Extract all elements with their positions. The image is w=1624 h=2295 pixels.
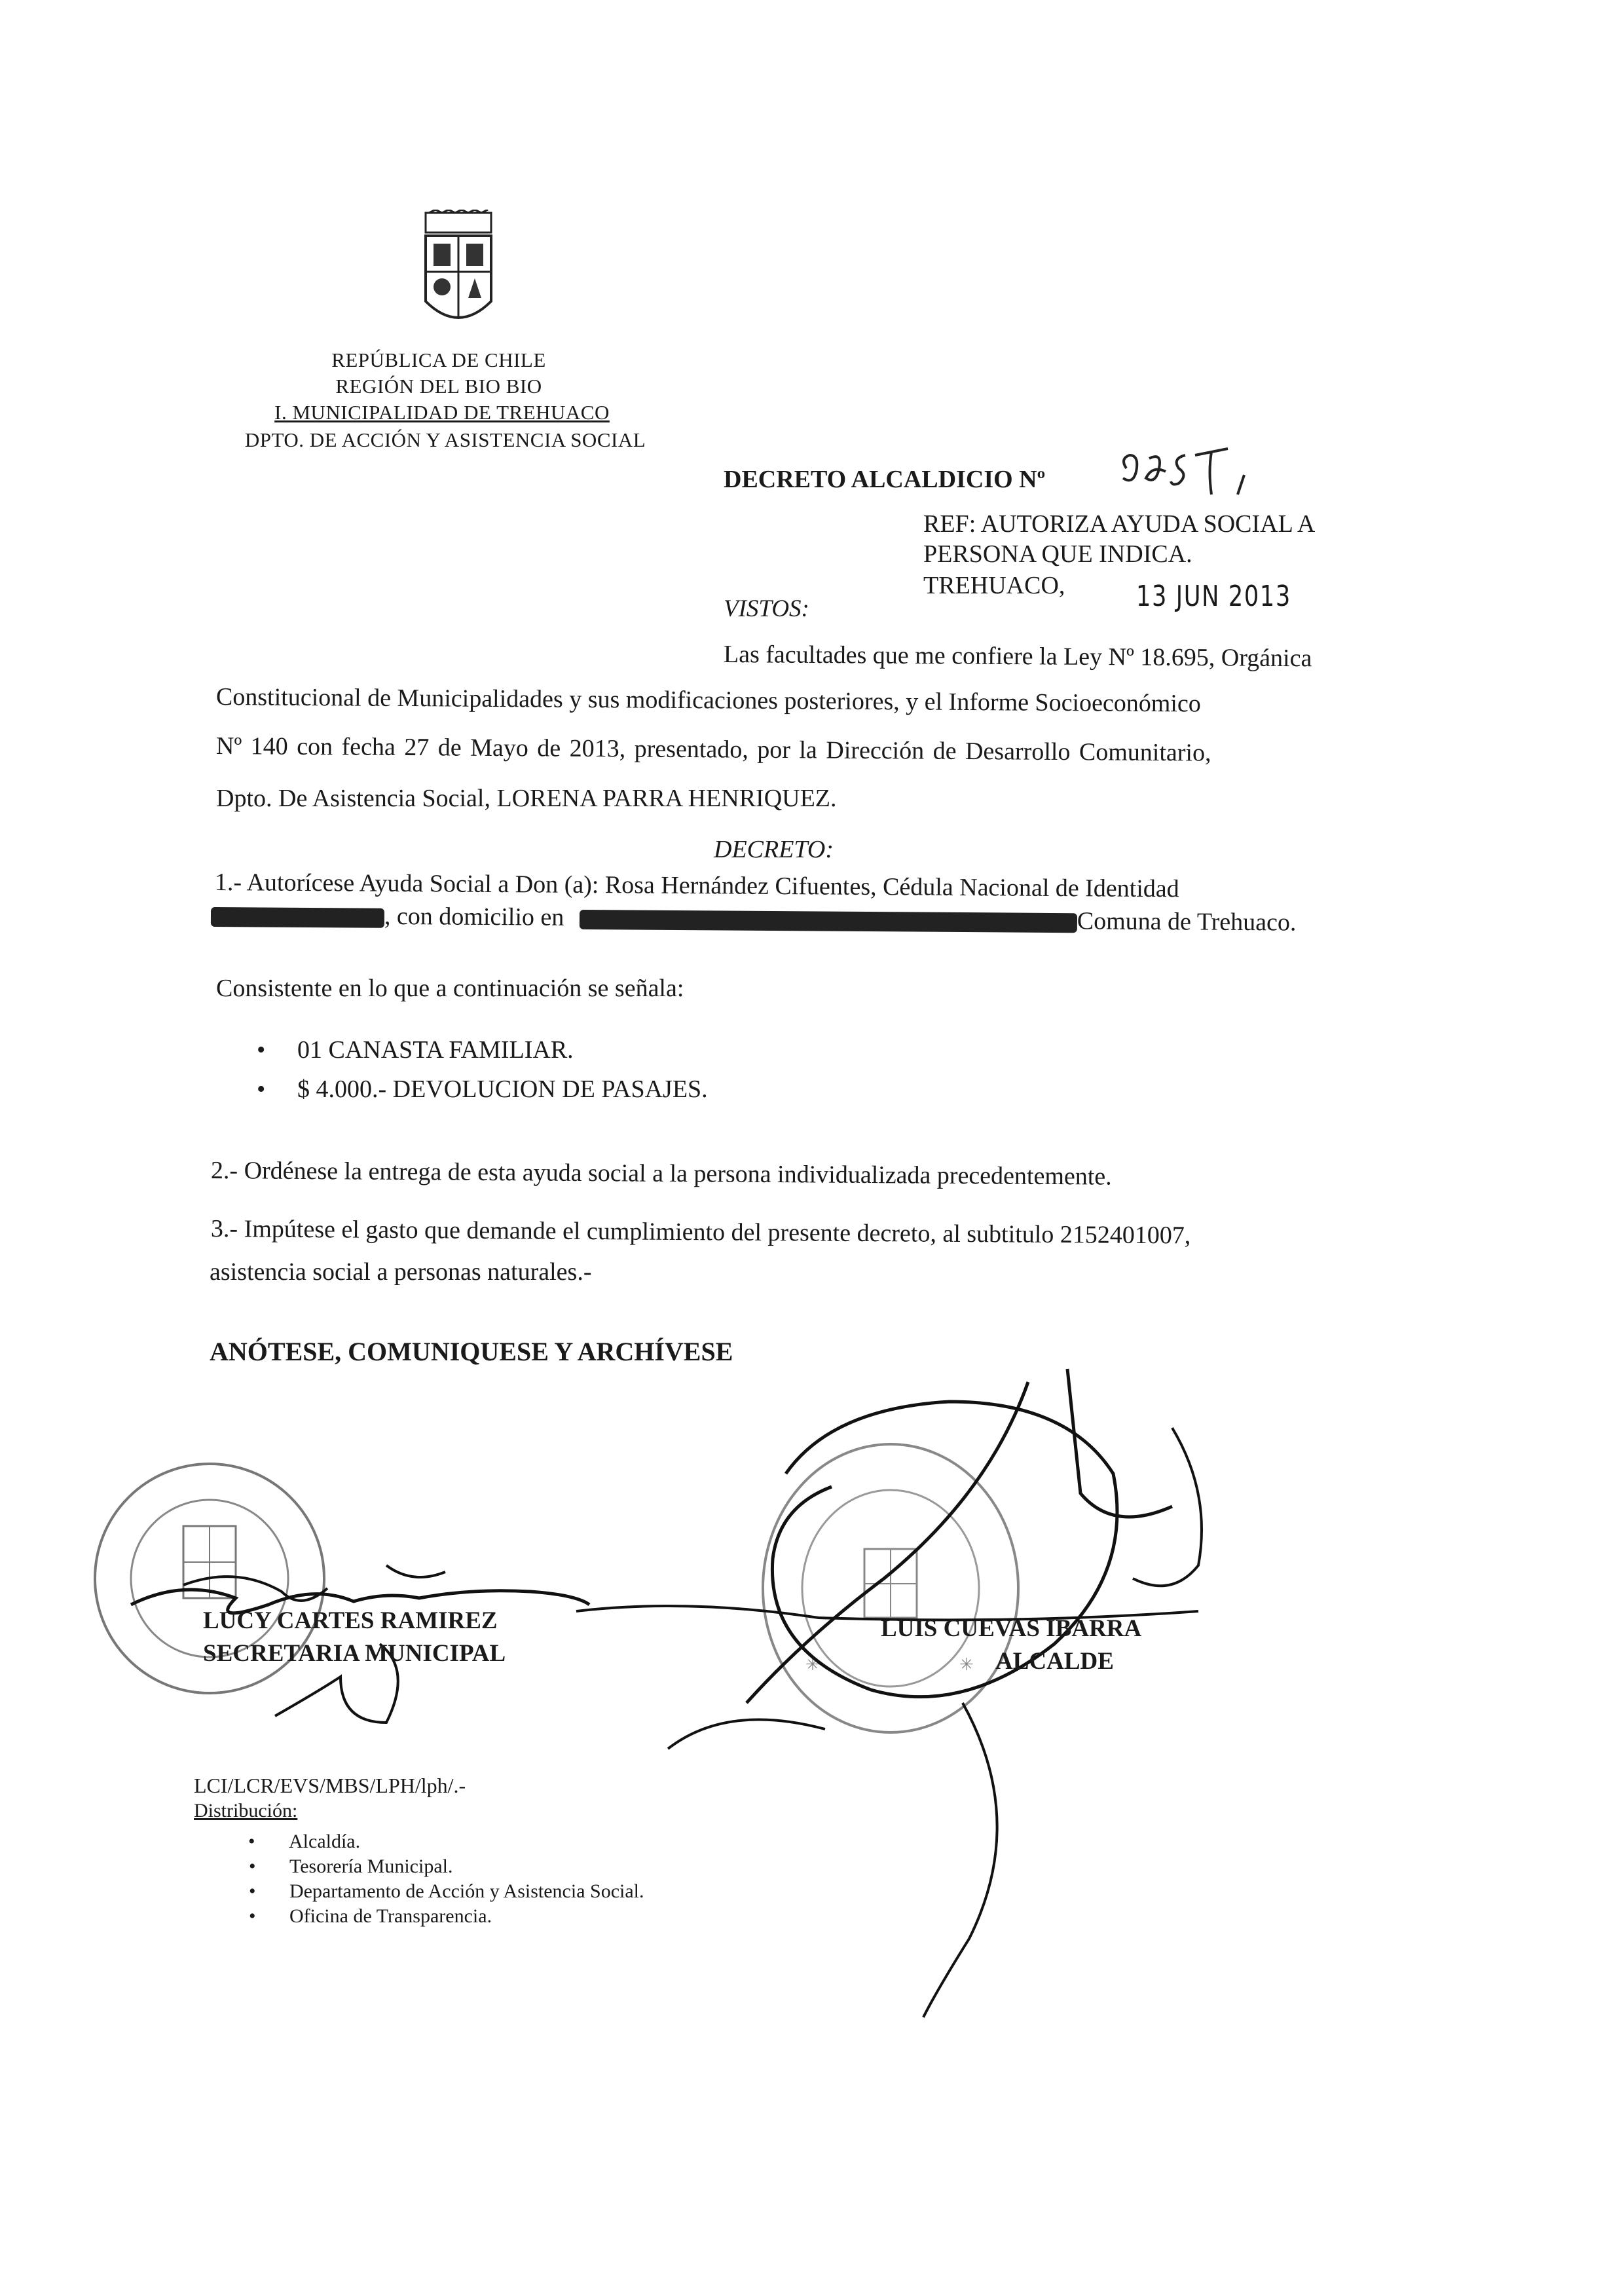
letterhead-country: REPÚBLICA DE CHILE xyxy=(331,348,546,371)
decreto-point-2: 2.- Ordénese la entrega de esta ayuda social a la persona individualizada precedentemente. xyxy=(210,1157,1112,1191)
comuna-label: Comuna de Trehuaco. xyxy=(1077,907,1297,937)
letterhead-municipality: I. MUNICIPALIDAD DE TREHUACO xyxy=(274,401,610,424)
distribution-departamento: Departamento de Acción y Asistencia Social. xyxy=(289,1880,644,1902)
decreto-point-1-line-2 xyxy=(211,899,1297,939)
secretary-name: LUCY CARTES RAMIREZ xyxy=(203,1607,498,1634)
secretary-block xyxy=(203,1605,506,1670)
decree-title: DECRETO ALCALDICIO Nº xyxy=(724,466,1046,493)
initials-line: LCI/LCR/EVS/MBS/LPH/lph/.- xyxy=(194,1774,466,1797)
decree-reference xyxy=(923,509,1315,569)
list-item xyxy=(248,1829,644,1854)
consistente-text: Consistente en lo que a continuación se señala: xyxy=(216,975,684,1002)
svg-text:✳: ✳ xyxy=(959,1655,974,1675)
vistos-line-4: Dpto. De Asistencia Social, LORENA PARRA HENRIQUEZ. xyxy=(216,785,837,812)
list-item xyxy=(249,1854,644,1879)
list-item xyxy=(257,1072,708,1106)
svg-text:✳: ✳ xyxy=(805,1655,820,1675)
item-canasta: 01 CANASTA FAMILIAR. xyxy=(297,1036,574,1064)
list-item xyxy=(249,1904,644,1929)
item-pasajes: $ 4.000.- DEVOLUCION DE PASAJES. xyxy=(297,1075,708,1103)
mayor-signature xyxy=(557,1362,1329,2053)
list-item xyxy=(257,1033,708,1067)
letterhead-region: REGIÓN DEL BIO BIO xyxy=(335,375,542,398)
items-list xyxy=(257,1033,708,1106)
list-item xyxy=(249,1879,644,1904)
vistos-line-2: Constitucional de Municipalidades y sus modificaciones posteriores, y el Informe Socioeconómico xyxy=(215,683,1201,718)
distribucion-label: Distribución: xyxy=(194,1800,298,1821)
mayor-block xyxy=(881,1613,1141,1678)
decreto-point-1-line-1: 1.- Autorícese Ayuda Social a Don (a): Rosa Hernández Cifuentes, Cédula Nacional de Identidad xyxy=(214,868,1179,903)
letterhead-department: DPTO. DE ACCIÓN Y ASISTENCIA SOCIAL xyxy=(244,428,646,451)
distribution-alcaldia: Alcaldía. xyxy=(289,1831,361,1852)
vistos-line-3: Nº 140 con fecha 27 de Mayo de 2013, presentado, por la Dirección de Desarrollo Comunitario, xyxy=(215,732,1211,767)
vistos-line-1: Las facultades que me confiere la Ley Nº 18.695, Orgánica xyxy=(723,641,1312,673)
distribution-list xyxy=(249,1829,644,1929)
decreto-heading: DECRETO: xyxy=(714,836,834,863)
letterhead xyxy=(321,347,557,400)
decreto-point-3-line-1: 3.- Impútese el gasto que demande el cumplimiento del presente decreto, al subtitulo 2152401007, xyxy=(210,1215,1191,1250)
distribution-tesoreria: Tesorería Municipal. xyxy=(289,1856,453,1877)
ref-line-1: REF: AUTORIZA AYUDA SOCIAL A xyxy=(923,510,1316,538)
decreto-point-3-line-2: asistencia social a personas naturales.- xyxy=(210,1258,592,1286)
distribution-transparencia: Oficina de Transparencia. xyxy=(289,1905,492,1927)
redacted-id-number xyxy=(211,907,384,928)
closing-formula: ANÓTESE, COMUNIQUESE Y ARCHÍVESE xyxy=(210,1337,733,1366)
vistos-heading: VISTOS: xyxy=(724,595,809,622)
mayor-name: LUIS CUEVAS IBARRA xyxy=(881,1615,1142,1642)
date-stamp: 13 JUN 2013 xyxy=(1136,580,1291,613)
secretary-title: SECRETARIA MUNICIPAL xyxy=(203,1640,506,1667)
ref-line-2: PERSONA QUE INDICA. xyxy=(923,540,1192,568)
domicilio-label: , con domicilio en xyxy=(384,902,564,931)
coat-of-arms-logo xyxy=(419,210,498,334)
decree-place: TREHUACO, xyxy=(923,572,1065,599)
mayor-title: ALCALDE xyxy=(995,1648,1114,1675)
decree-number-handwritten xyxy=(1113,439,1264,508)
redacted-address xyxy=(580,910,1077,933)
